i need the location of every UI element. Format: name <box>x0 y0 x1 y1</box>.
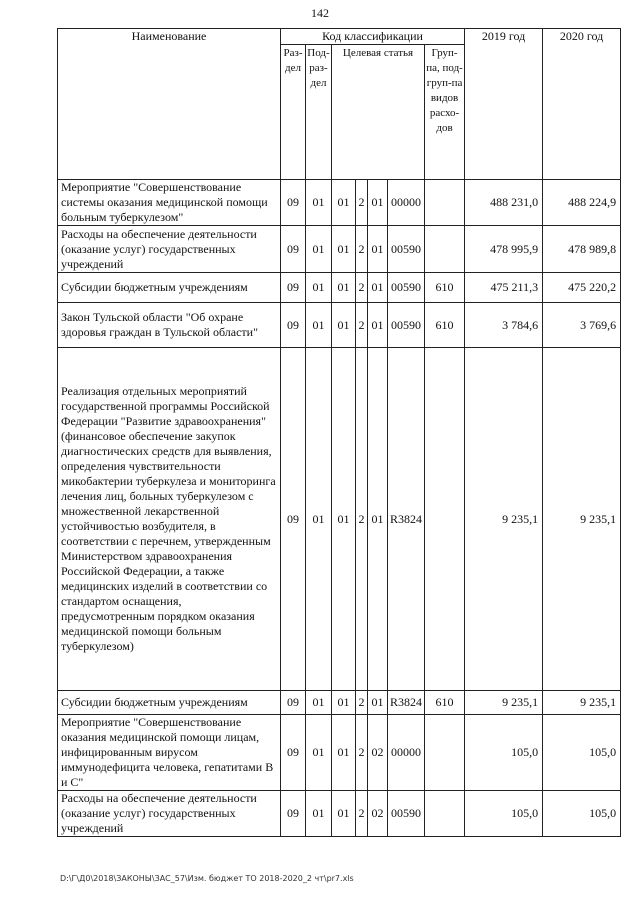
row-subsection: 01 <box>306 348 332 691</box>
row-amount-2019: 9 235,1 <box>465 348 543 691</box>
row-amount-2020: 3 769,6 <box>543 303 621 348</box>
row-target-direction: 00590 <box>388 303 425 348</box>
row-target-program: 01 <box>332 226 356 273</box>
row-target-subprogram: 01 <box>368 180 388 226</box>
table-row <box>58 791 621 837</box>
row-amount-2019: 9 235,1 <box>465 691 543 715</box>
row-subsection: 01 <box>306 226 332 273</box>
row-section: 09 <box>281 715 306 791</box>
row-expense-group <box>425 226 465 273</box>
header-code-group: Код классификации <box>281 29 465 45</box>
row-target-direction: R3824 <box>388 691 425 715</box>
row-subsection: 01 <box>306 691 332 715</box>
row-target-subprogram: 02 <box>368 715 388 791</box>
row-section: 09 <box>281 791 306 837</box>
row-name: Реализация отдельных мероприятий государственной программы Российской Федерации "Развитие здравоохранения" (финансовое обеспечение закупок диагностических средств для выявления, определения чувствительности микобактерии туберкулеза и мониторинга лечения лиц, больных туберкулезом с множественной лекарственной устойчивостью возбудителя, в соответствии с перечнем, утвержденным Министерством здравоохранения Российской Федерации, а также медицинских изделий в соответствии со стандартом оснащения, предусмотренным порядком оказания медицинской помощи больным туберкулезом) <box>58 348 281 691</box>
row-section: 09 <box>281 691 306 715</box>
row-name: Закон Тульской области "Об охране здоровья граждан в Тульской области" <box>58 303 281 348</box>
row-expense-group <box>425 791 465 837</box>
row-target-program: 01 <box>332 791 356 837</box>
table-row <box>58 715 621 791</box>
row-target-subprogram: 01 <box>368 348 388 691</box>
row-target-direction: 00000 <box>388 180 425 226</box>
row-expense-group: 610 <box>425 303 465 348</box>
row-name: Расходы на обеспечение деятельности (оказание услуг) государственных учреждений <box>58 226 281 273</box>
header-section: Раз-дел <box>281 45 306 180</box>
row-expense-group <box>425 348 465 691</box>
row-target-program: 01 <box>332 691 356 715</box>
row-target-subprogram: 01 <box>368 273 388 303</box>
header-2020: 2020 год <box>543 29 621 180</box>
row-target-subprogram: 02 <box>368 791 388 837</box>
row-name: Субсидии бюджетным учреждениям <box>58 691 281 715</box>
header-subsection: Под-раз-дел <box>306 45 332 180</box>
row-target-program: 01 <box>332 273 356 303</box>
row-target-type: 2 <box>356 273 368 303</box>
row-target-program: 01 <box>332 303 356 348</box>
row-section: 09 <box>281 348 306 691</box>
row-subsection: 01 <box>306 303 332 348</box>
row-target-type: 2 <box>356 226 368 273</box>
row-target-type: 2 <box>356 791 368 837</box>
budget-table <box>57 28 621 837</box>
row-subsection: 01 <box>306 180 332 226</box>
row-amount-2019: 105,0 <box>465 791 543 837</box>
row-expense-group <box>425 715 465 791</box>
row-section: 09 <box>281 226 306 273</box>
row-target-program: 01 <box>332 180 356 226</box>
header-2019: 2019 год <box>465 29 543 180</box>
row-section: 09 <box>281 303 306 348</box>
row-target-program: 01 <box>332 715 356 791</box>
row-amount-2020: 488 224,9 <box>543 180 621 226</box>
table-row <box>58 226 621 273</box>
table-row <box>58 348 621 691</box>
table-row <box>58 180 621 226</box>
row-name: Расходы на обеспечение деятельности (оказание услуг) государственных учреждений <box>58 791 281 837</box>
row-subsection: 01 <box>306 791 332 837</box>
page-number: 142 <box>311 6 329 20</box>
row-target-direction: 00590 <box>388 791 425 837</box>
header-name: Наименование <box>58 29 281 180</box>
file-path-footer: D:\Г\Д0\2018\ЗАКОНЫ\ЗАС_57\Изм. бюджет ТО 2018-2020_2 чт\pr7.xls <box>60 874 354 883</box>
row-name: Мероприятие "Совершенствование оказания медицинской помощи лицам, инфицированным вирусом иммунодефицита человека, гепатитами В и С" <box>58 715 281 791</box>
row-target-type: 2 <box>356 691 368 715</box>
row-amount-2020: 105,0 <box>543 715 621 791</box>
row-expense-group <box>425 180 465 226</box>
row-target-direction: 00590 <box>388 226 425 273</box>
table-row <box>58 273 621 303</box>
row-subsection: 01 <box>306 715 332 791</box>
row-target-program: 01 <box>332 348 356 691</box>
table-row <box>58 691 621 715</box>
row-amount-2020: 9 235,1 <box>543 691 621 715</box>
header-expense-group: Груп-па, под-груп-па видов расхо-дов <box>425 45 465 180</box>
row-amount-2020: 475 220,2 <box>543 273 621 303</box>
row-amount-2020: 9 235,1 <box>543 348 621 691</box>
row-expense-group: 610 <box>425 691 465 715</box>
row-amount-2019: 488 231,0 <box>465 180 543 226</box>
row-target-subprogram: 01 <box>368 226 388 273</box>
table-row <box>58 303 621 348</box>
row-target-type: 2 <box>356 303 368 348</box>
row-target-type: 2 <box>356 348 368 691</box>
row-amount-2019: 478 995,9 <box>465 226 543 273</box>
row-expense-group: 610 <box>425 273 465 303</box>
row-amount-2019: 105,0 <box>465 715 543 791</box>
row-target-direction: R3824 <box>388 348 425 691</box>
row-target-type: 2 <box>356 715 368 791</box>
row-name: Мероприятие "Совершенствование системы оказания медицинской помощи больным туберкулезом" <box>58 180 281 226</box>
row-section: 09 <box>281 180 306 226</box>
row-target-type: 2 <box>356 180 368 226</box>
row-target-subprogram: 01 <box>368 303 388 348</box>
row-subsection: 01 <box>306 273 332 303</box>
row-amount-2020: 105,0 <box>543 791 621 837</box>
row-amount-2019: 3 784,6 <box>465 303 543 348</box>
row-amount-2019: 475 211,3 <box>465 273 543 303</box>
row-target-subprogram: 01 <box>368 691 388 715</box>
row-amount-2020: 478 989,8 <box>543 226 621 273</box>
row-name: Субсидии бюджетным учреждениям <box>58 273 281 303</box>
row-target-direction: 00000 <box>388 715 425 791</box>
header-target: Целевая статья <box>332 45 425 180</box>
row-target-direction: 00590 <box>388 273 425 303</box>
row-section: 09 <box>281 273 306 303</box>
